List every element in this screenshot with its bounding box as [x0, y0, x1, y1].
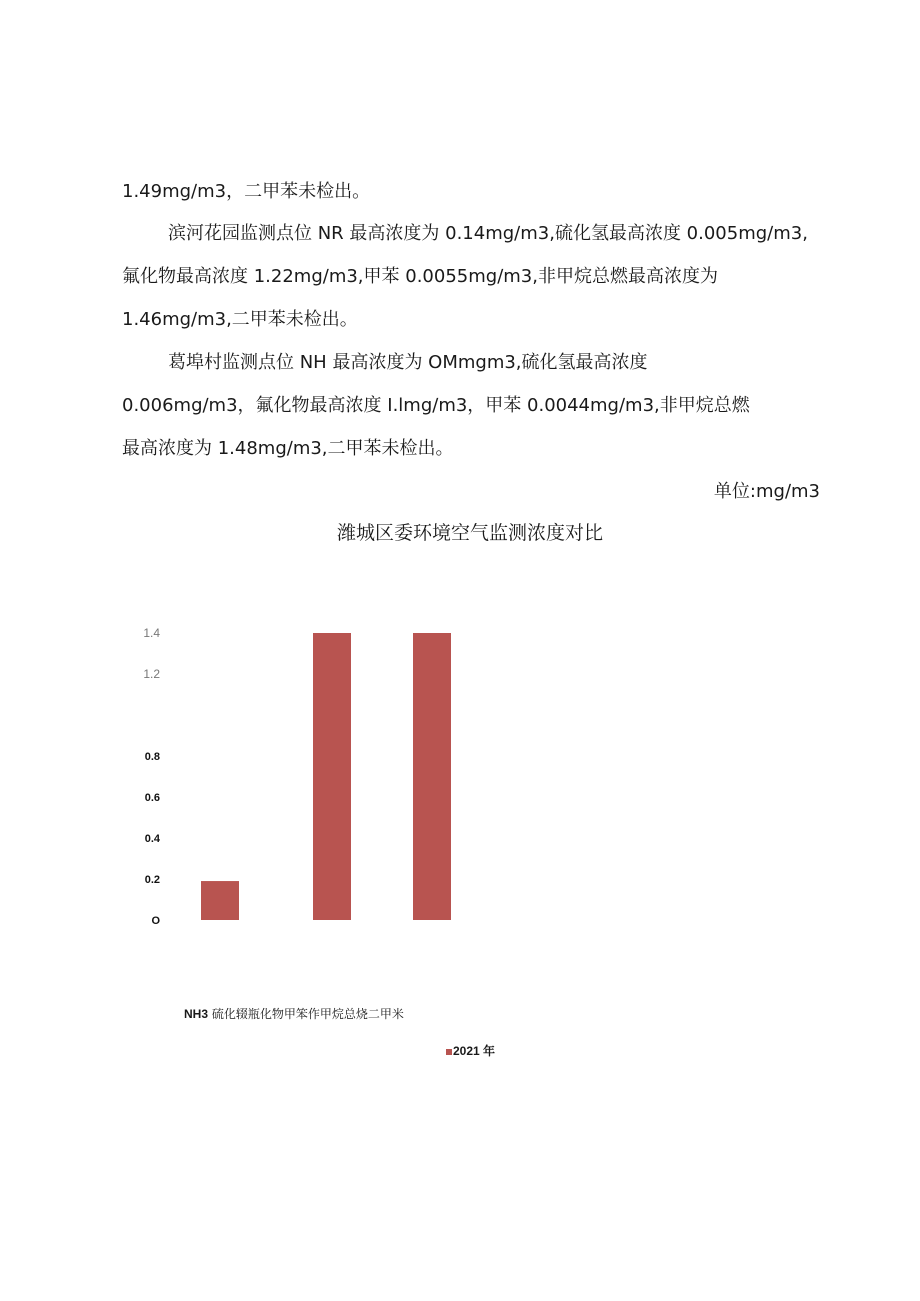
y-tick-label: 0.2 — [144, 874, 160, 886]
category-label-text: 硫化辍瓶化物甲笨作甲烷总烧二甲米 — [211, 1007, 404, 1021]
legend-label: 2021 年 — [453, 1044, 496, 1058]
paragraph-line: 葛埠村监测点位 NH 最高浓度为 OMmgm3,硫化氢最高浓度 — [168, 352, 648, 373]
bar — [201, 881, 239, 920]
paragraph-line: 氟化物最高浓度 1.22mg∕m3,甲苯 0.0055mg∕m3,非甲烷总燃最高浓度为 — [122, 266, 718, 287]
chart-title: 潍城区委环境空气监测浓度对比 — [336, 522, 603, 544]
category-label-prefix: NH3 — [184, 1007, 209, 1021]
paragraph-line: 1.46mg∕m3,二甲苯未检出。 — [122, 309, 358, 330]
legend-swatch — [446, 1049, 452, 1055]
paragraph-line: 滨河花园监测点位 NR 最高浓度为 0.14mg∕m3,硫化氢最高浓度 0.005mg∕m3, — [168, 223, 808, 244]
y-tick-label: 0.6 — [144, 792, 160, 804]
bar-chart — [0, 600, 920, 980]
y-tick-label: 0.4 — [144, 833, 160, 845]
bar — [413, 633, 451, 920]
category-labels — [184, 1005, 404, 1022]
paragraph-line: 1.49mg∕m3，二甲苯未检出。 — [122, 181, 371, 202]
y-tick-label: 1.4 — [143, 626, 160, 640]
y-tick-label: 0.8 — [144, 751, 160, 763]
paragraph-line: 0.006mg∕m3，氟化物最高浓度 I.lmg∕m3，甲苯 0.0044mg∕m3,非甲烷总燃 — [122, 395, 750, 416]
chart-legend — [446, 1042, 495, 1059]
paragraph-line: 最高浓度为 1.48mg∕m3,二甲苯未检出。 — [122, 438, 454, 459]
bar — [313, 633, 351, 920]
y-tick-label: O — [151, 915, 160, 927]
y-tick-label: 1.2 — [143, 667, 160, 681]
unit-label: 单位:mg∕m3 — [713, 481, 820, 502]
